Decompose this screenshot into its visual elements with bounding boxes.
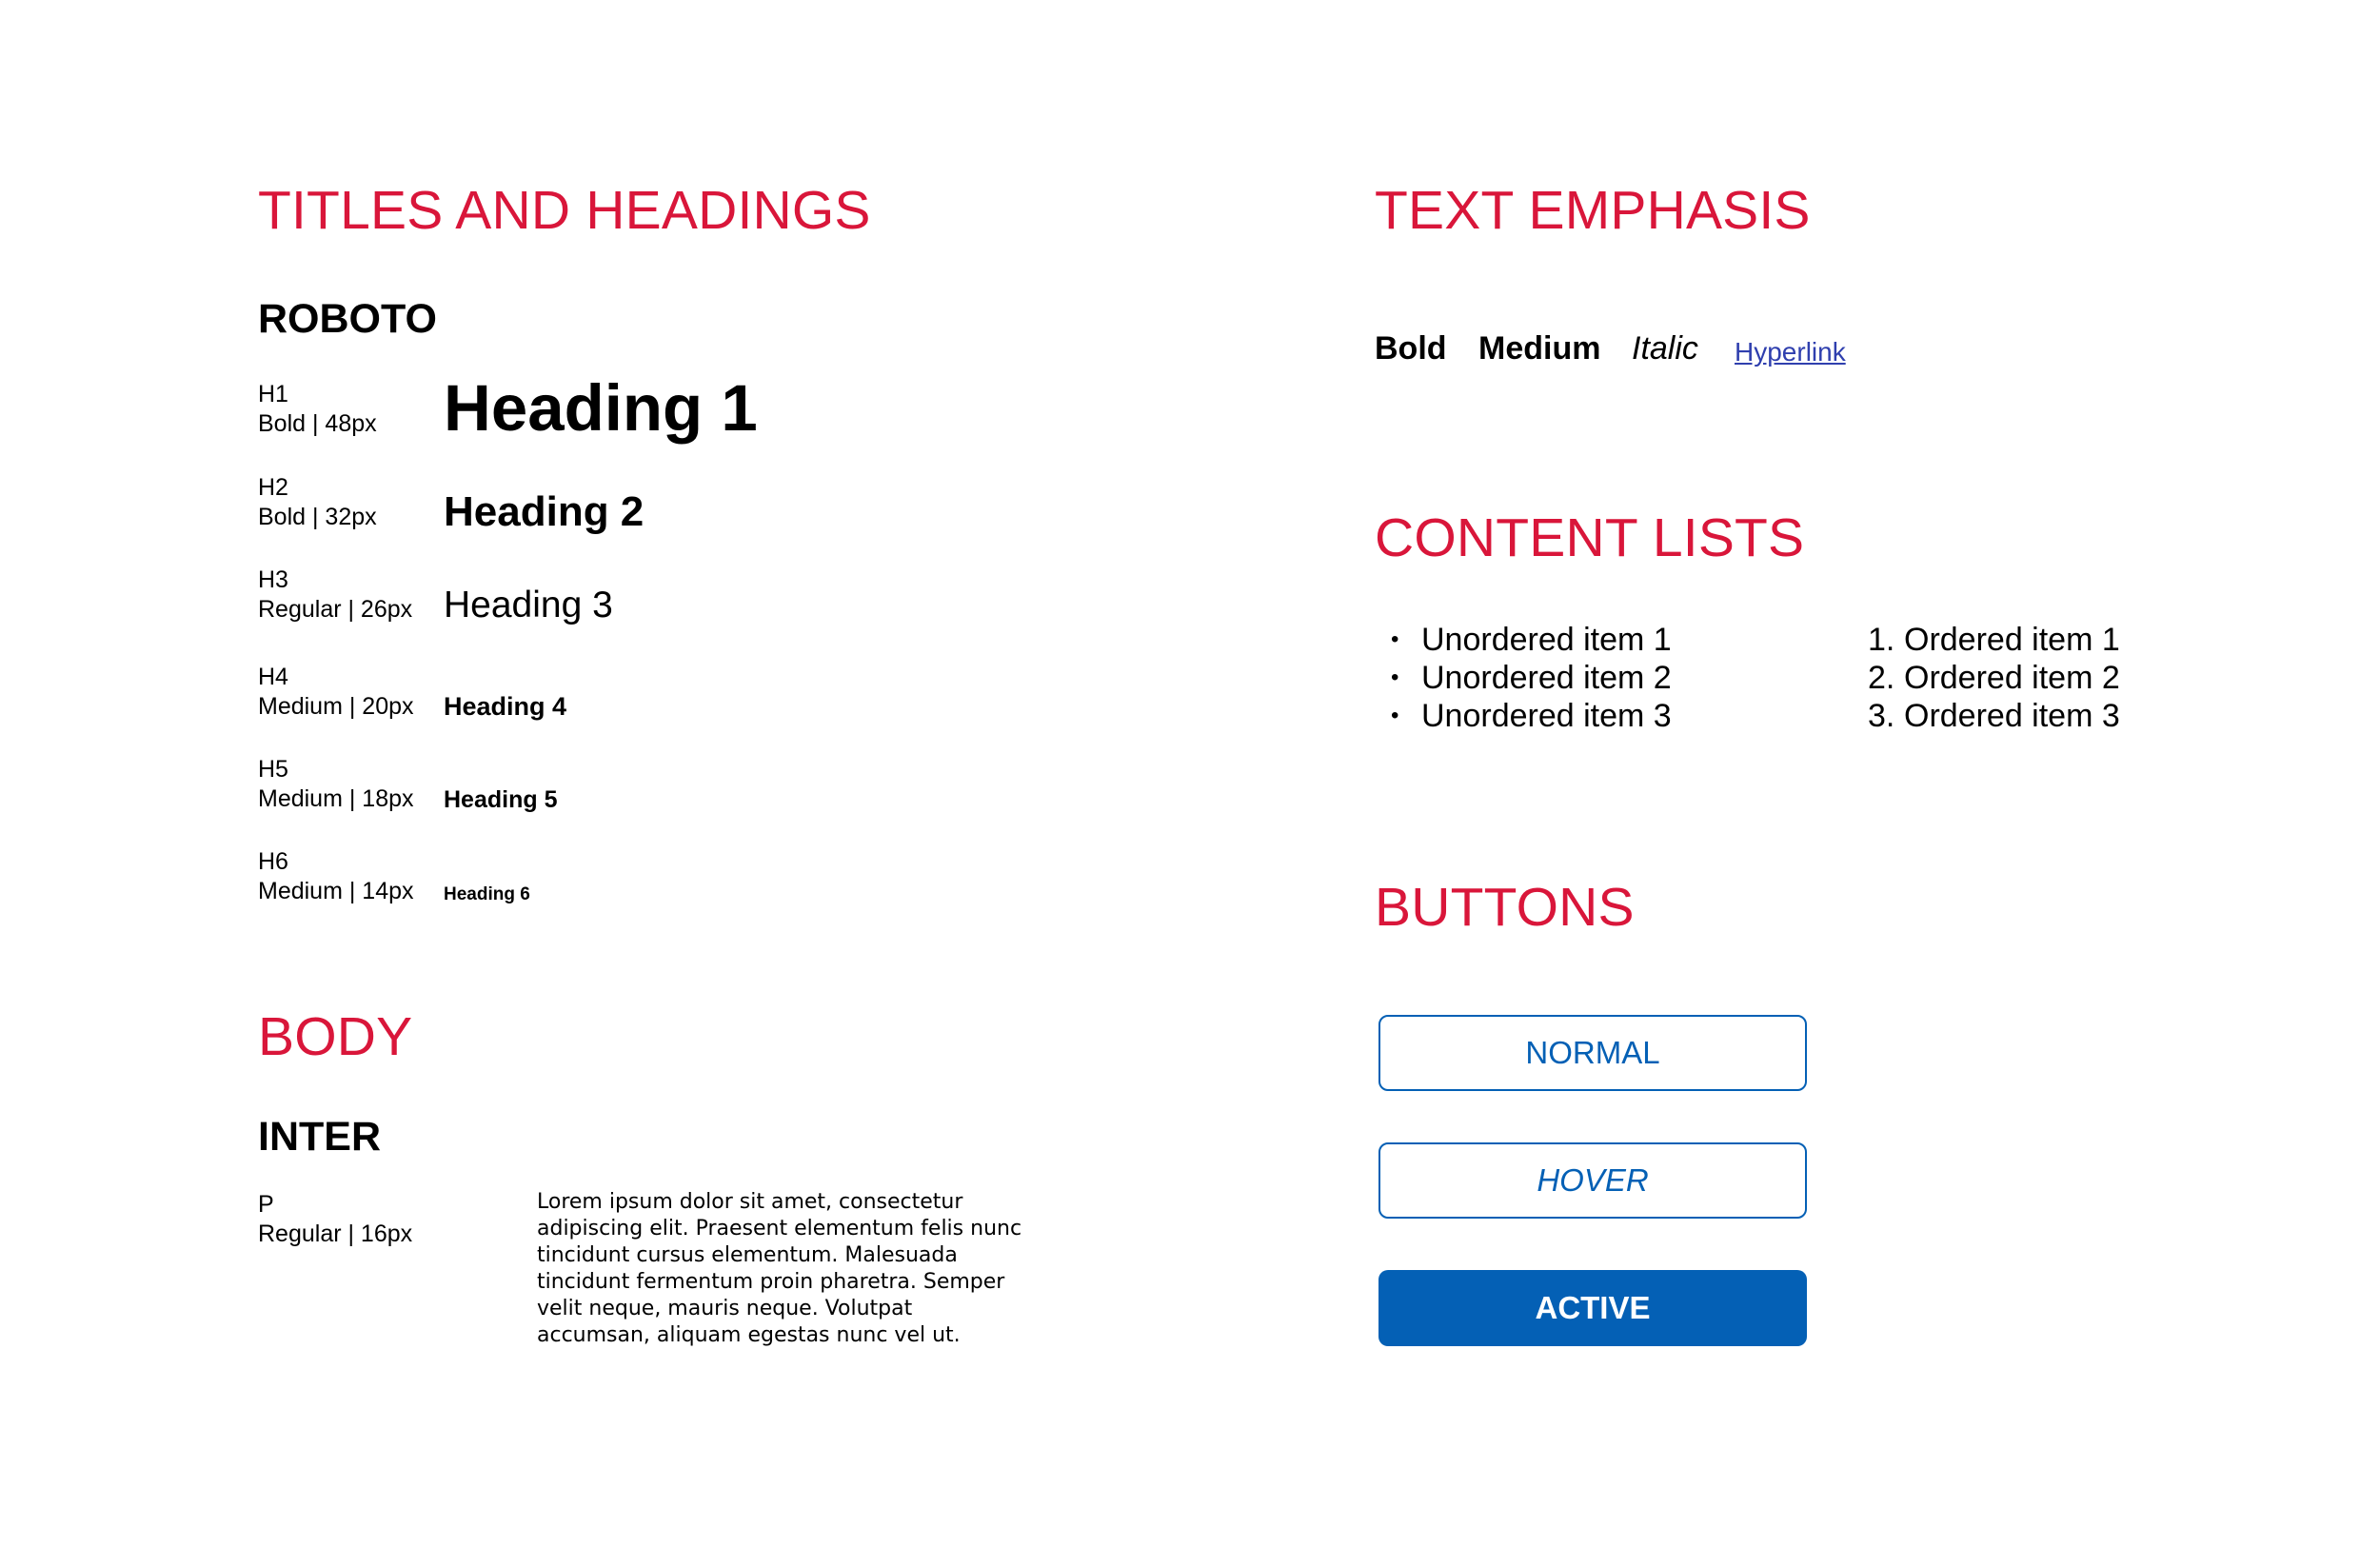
h2-spec (258, 473, 377, 532)
heading-5-sample: Heading 5 (444, 786, 558, 813)
unordered-list-item (1391, 621, 1672, 659)
heading-2-sample: Heading 2 (444, 488, 645, 535)
h4-tag: H4 (258, 664, 288, 690)
h3-tag: H3 (258, 566, 288, 593)
ordered-list-item (1868, 621, 2120, 659)
unordered-list (1391, 621, 1672, 735)
hover-button[interactable]: HOVER (1378, 1142, 1807, 1219)
h5-tag: H5 (258, 756, 288, 783)
h4-spec (258, 663, 414, 722)
body-font-name: INTER (258, 1114, 381, 1160)
h3-spec-text: Regular | 26px (258, 596, 413, 623)
ordered-marker: 1. (1868, 622, 1895, 658)
h2-spec-text: Bold | 32px (258, 504, 377, 530)
h6-spec-text: Medium | 14px (258, 878, 414, 904)
heading-3-sample: Heading 3 (444, 585, 613, 625)
h5-spec-text: Medium | 18px (258, 785, 414, 812)
unordered-list-item (1391, 659, 1672, 697)
bullet-marker: • (1391, 703, 1399, 728)
p-spec (258, 1190, 412, 1249)
body-paragraph: Lorem ipsum dolor sit amet, consectetur adipiscing elit. Praesent elementum felis nunc tincidunt cursus elementum. Malesuada tincidunt fermentum proin pharetra. Semper velit neque, mauris neque. Volutpat accumsan, aliquam egestas nunc vel ut. (537, 1190, 1022, 1347)
emphasis-italic: Italic (1632, 330, 1698, 367)
emphasis-hyperlink[interactable]: Hyperlink (1735, 337, 1846, 367)
h6-spec (258, 847, 414, 906)
p-spec-text: Regular | 16px (258, 1221, 413, 1247)
h1-tag: H1 (258, 381, 288, 407)
bullet-marker: • (1391, 626, 1399, 652)
ordered-list-item (1868, 659, 2120, 697)
normal-button[interactable]: NORMAL (1378, 1015, 1807, 1091)
unordered-item-text: Unordered item 2 (1421, 660, 1672, 696)
heading-6-sample: Heading 6 (444, 884, 530, 904)
ordered-item-text: Ordered item 3 (1904, 698, 2120, 734)
emphasis-medium: Medium (1478, 330, 1601, 367)
h3-spec (258, 566, 412, 625)
p-tag: P (258, 1191, 274, 1218)
heading-font-name: ROBOTO (258, 296, 437, 342)
h6-tag: H6 (258, 848, 288, 875)
h4-spec-text: Medium | 20px (258, 693, 414, 720)
bullet-marker: • (1391, 665, 1399, 690)
titles-section-title: TITLES AND HEADINGS (258, 180, 871, 241)
ordered-marker: 2. (1868, 660, 1895, 696)
ordered-list-item (1868, 697, 2120, 735)
ordered-item-text: Ordered item 2 (1904, 660, 2120, 696)
ordered-list (1868, 621, 2120, 735)
unordered-item-text: Unordered item 3 (1421, 698, 1672, 734)
h1-spec (258, 380, 377, 439)
h2-tag: H2 (258, 474, 288, 501)
buttons-section-title: BUTTONS (1375, 877, 1635, 938)
ordered-item-text: Ordered item 1 (1904, 622, 2120, 658)
heading-4-sample: Heading 4 (444, 692, 567, 721)
unordered-item-text: Unordered item 1 (1421, 622, 1672, 658)
h1-spec-text: Bold | 48px (258, 410, 377, 437)
emphasis-section-title: TEXT EMPHASIS (1375, 180, 1811, 241)
active-button[interactable]: ACTIVE (1378, 1270, 1807, 1346)
unordered-list-item (1391, 697, 1672, 735)
body-section-title: BODY (258, 1006, 413, 1067)
heading-1-sample: Heading 1 (444, 371, 758, 445)
emphasis-bold: Bold (1375, 330, 1447, 367)
h5-spec (258, 755, 414, 814)
ordered-marker: 3. (1868, 698, 1895, 734)
lists-section-title: CONTENT LISTS (1375, 507, 1805, 568)
